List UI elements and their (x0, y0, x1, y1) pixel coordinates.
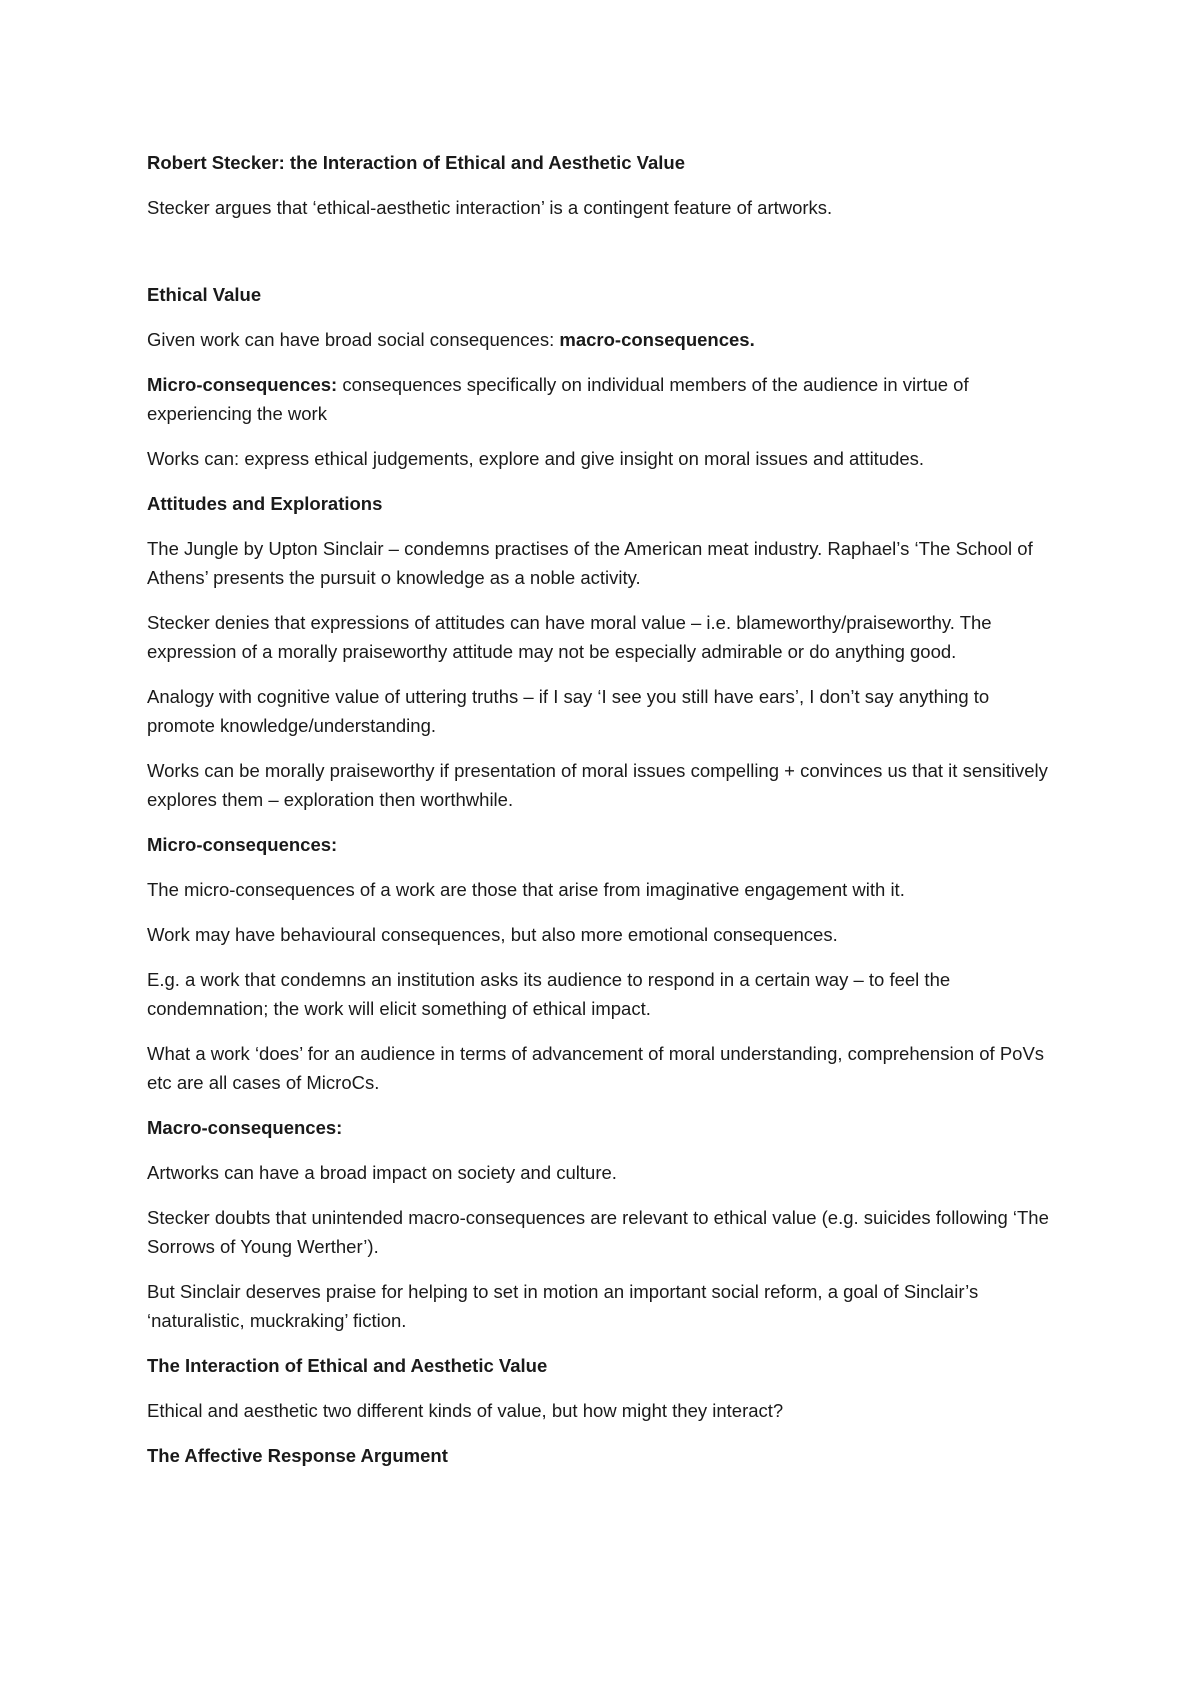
document-title: Robert Stecker: the Interaction of Ethical and Aesthetic Value (147, 152, 685, 173)
paragraph-text: Given work can have broad social consequences: (147, 329, 560, 350)
paragraph-text: consequences specifically on individual members of the audience in virtue of experiencing the work (147, 374, 969, 424)
paragraph: Artworks can have a broad impact on society and culture. (147, 1162, 617, 1183)
paragraph: Stecker denies that expressions of attitudes can have moral value – i.e. blameworthy/praiseworthy. The expression of a morally praiseworthy attitude may not be especially admirable or do anything good. (147, 612, 992, 662)
paragraph: But Sinclair deserves praise for helping to set in motion an important social reform, a goal of Sinclair’s ‘naturalistic, muckraking’ fiction. (147, 1281, 979, 1331)
paragraph (147, 370, 1057, 428)
paragraph: Ethical and aesthetic two different kinds of value, but how might they interact? (147, 1400, 784, 1421)
bold-term: macro-consequences. (559, 329, 755, 350)
bold-term: Micro-consequences: (147, 374, 343, 395)
section-heading-affective: The Affective Response Argument (147, 1445, 448, 1466)
paragraph: What a work ‘does’ for an audience in terms of advancement of moral understanding, comprehension of PoVs etc are all cases of MicroCs. (147, 1043, 1045, 1093)
paragraph: Work may have behavioural consequences, but also more emotional consequences. (147, 924, 838, 945)
section-heading-attitudes: Attitudes and Explorations (147, 493, 383, 514)
spacer (147, 238, 1057, 280)
paragraph (147, 325, 1057, 354)
section-heading-interaction: The Interaction of Ethical and Aesthetic Value (147, 1355, 548, 1376)
paragraph: Stecker doubts that unintended macro-consequences are relevant to ethical value (e.g. suicides following ‘The Sorrows of Young Werther’). (147, 1207, 1049, 1257)
paragraph: E.g. a work that condemns an institution asks its audience to respond in a certain way – to feel the condemnation; the work will elicit something of ethical impact. (147, 969, 951, 1019)
document-body (147, 148, 1057, 1486)
paragraph: Analogy with cognitive value of uttering truths – if I say ‘I see you still have ears’, I don’t say anything to promote knowledge/understanding. (147, 686, 990, 736)
section-heading-micro: Micro-consequences: (147, 834, 338, 855)
section-heading-macro: Macro-consequences: (147, 1117, 343, 1138)
paragraph: Works can: express ethical judgements, explore and give insight on moral issues and attitudes. (147, 448, 925, 469)
paragraph: Works can be morally praiseworthy if presentation of moral issues compelling + convinces us that it sensitively explores them – exploration then worthwhile. (147, 760, 1048, 810)
paragraph: The micro-consequences of a work are those that arise from imaginative engagement with it. (147, 879, 905, 900)
section-heading-ethical-value: Ethical Value (147, 284, 262, 305)
intro-paragraph: Stecker argues that ‘ethical-aesthetic interaction’ is a contingent feature of artworks. (147, 197, 833, 218)
paragraph: The Jungle by Upton Sinclair – condemns practises of the American meat industry. Raphael’s ‘The School of Athens’ presents the pursuit o knowledge as a noble activity. (147, 538, 1033, 588)
